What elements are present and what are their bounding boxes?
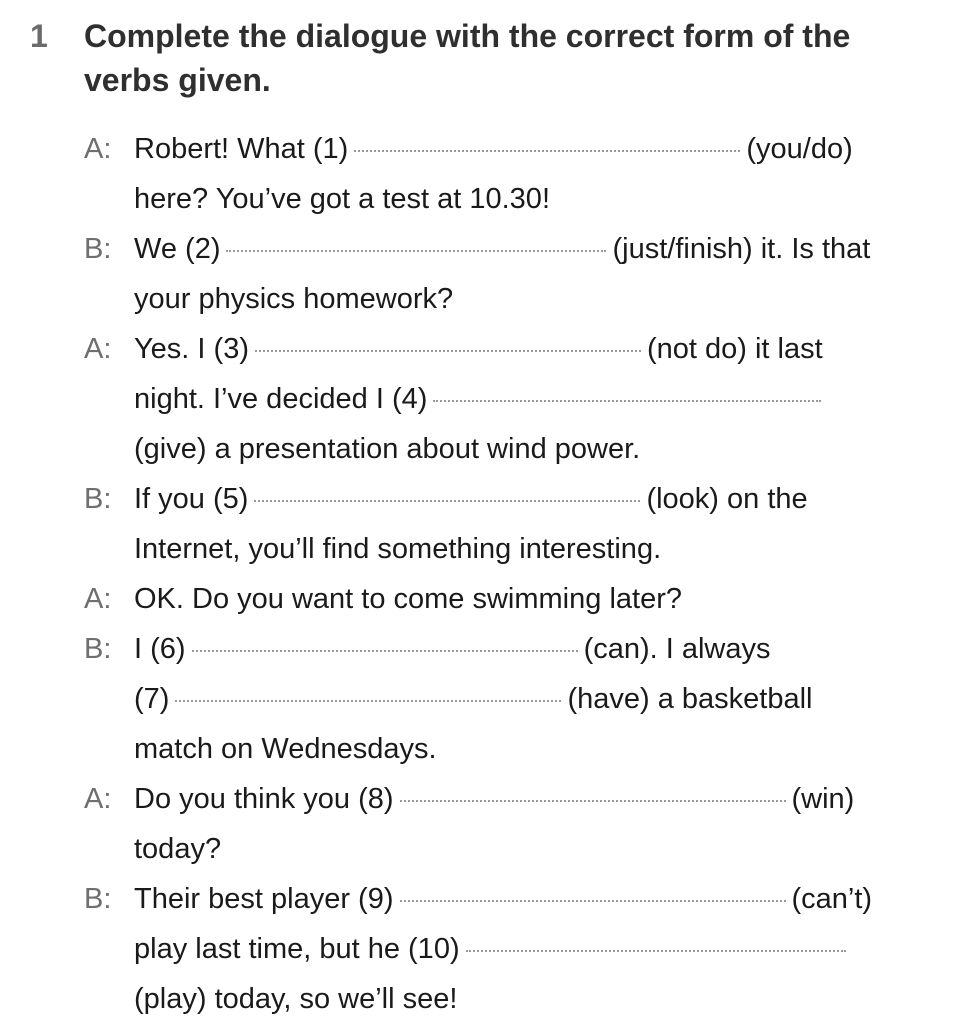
line-text: (play) today, so we’ll see! <box>134 983 458 1015</box>
line-text: match on Wednesdays. <box>134 733 437 765</box>
line-text: OK. Do you want to come swimming later? <box>134 583 682 615</box>
line-text: Do you think you (8) <box>134 783 394 815</box>
line-text: Their best player (9) <box>134 883 394 915</box>
line-text: your physics homework? <box>134 283 454 315</box>
verb-prompt: (look) on the <box>646 483 808 515</box>
answer-blank-5[interactable] <box>254 470 640 502</box>
speaker-label: B: <box>84 633 112 665</box>
exercise-number: 1 <box>30 18 48 54</box>
answer-blank-1[interactable] <box>354 120 740 152</box>
verb-prompt: (can’t) <box>791 883 873 915</box>
speaker-label: A: <box>84 133 112 165</box>
speaker-label: A: <box>84 583 112 615</box>
answer-blank-6[interactable] <box>192 620 578 652</box>
exercise-instruction: Complete the dialogue with the correct form of the verbs given. <box>84 18 851 98</box>
line-text: Yes. I (3) <box>134 333 249 365</box>
line-text: today? <box>134 833 222 865</box>
speaker-label: A: <box>84 333 112 365</box>
verb-prompt: (have) a basketball <box>567 683 813 715</box>
line-text: Robert! What (1) <box>134 133 349 165</box>
answer-blank-3[interactable] <box>255 320 641 352</box>
verb-prompt: (win) <box>791 783 855 815</box>
speaker-label: A: <box>84 783 112 815</box>
verb-prompt: (can). I always <box>583 633 771 665</box>
verb-prompt: (not do) it last <box>646 333 823 365</box>
verb-prompt: (just/finish) it. Is that <box>612 233 871 265</box>
line-text: Internet, you’ll find something interesting. <box>134 533 662 565</box>
answer-blank-10[interactable] <box>466 920 846 952</box>
line-text: (7) <box>134 683 170 715</box>
verb-prompt: (you/do) <box>746 133 853 165</box>
line-text: I (6) <box>134 633 186 665</box>
line-text: here? You’ve got a test at 10.30! <box>134 183 550 215</box>
line-text: night. I’ve decided I (4) <box>134 383 428 415</box>
speaker-label: B: <box>84 483 112 515</box>
line-text: We (2) <box>134 233 221 265</box>
answer-blank-2[interactable] <box>226 220 606 252</box>
line-text: play last time, but he (10) <box>134 933 460 965</box>
answer-blank-8[interactable] <box>400 770 786 802</box>
speaker-label: B: <box>84 883 112 915</box>
line-text: (give) a presentation about wind power. <box>134 433 641 465</box>
speaker-label: B: <box>84 233 112 265</box>
answer-blank-4[interactable] <box>433 370 821 402</box>
line-text: If you (5) <box>134 483 249 515</box>
answer-blank-9[interactable] <box>400 870 786 902</box>
answer-blank-7[interactable] <box>175 670 561 702</box>
